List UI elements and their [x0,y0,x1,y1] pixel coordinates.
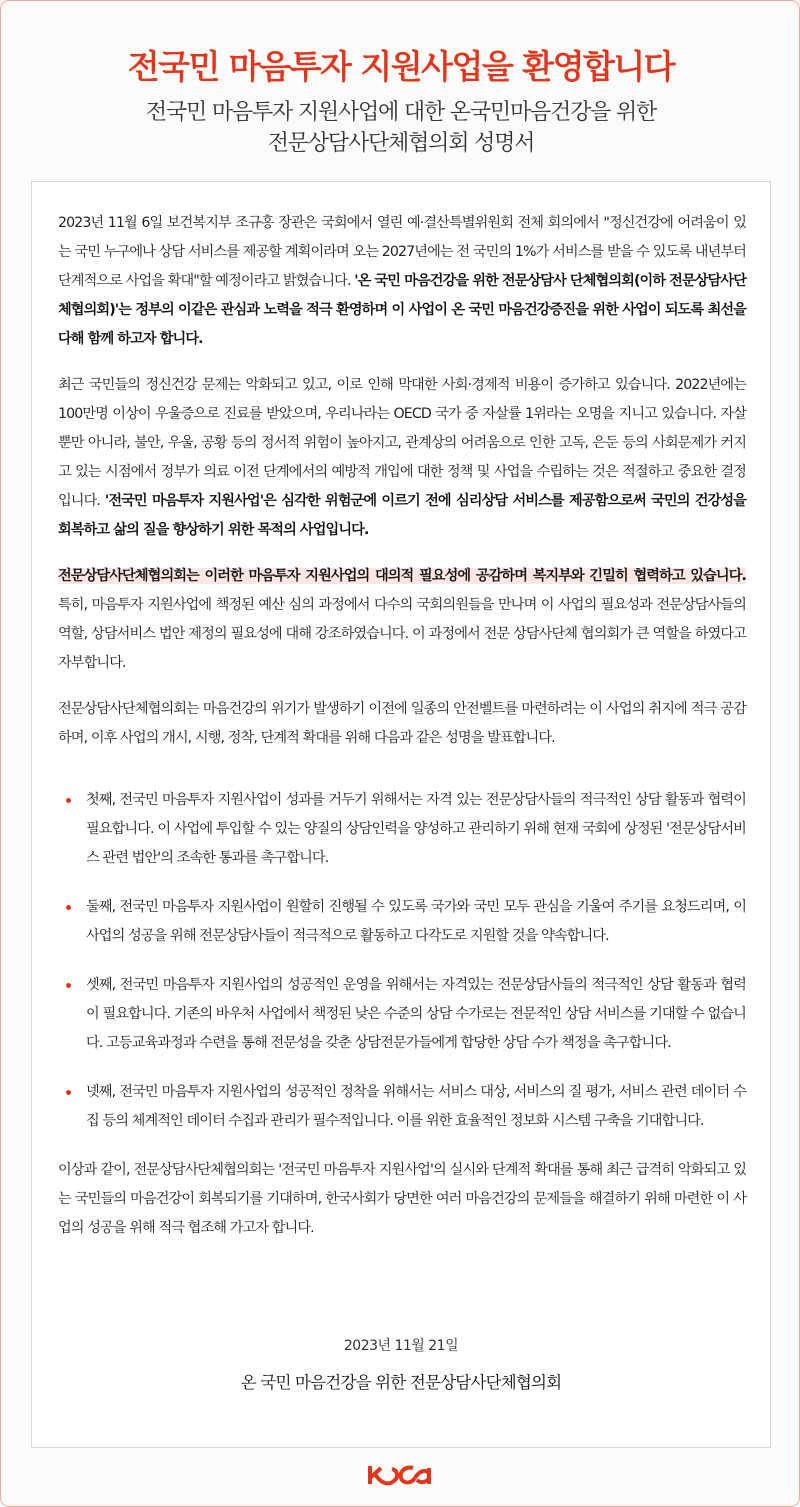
paragraph-1-text: 2023년 11월 6일 보건복지부 조규홍 장관은 국회에서 열린 예·결산특별위원회 전체 회의에서 "정신건강에 어려움이 있는 국민 누구에나 상담 서비스를 제공할 계획이라며 오는 2027년에는 전 국민의 1%가 서비스를 받을 수 있도록 내년부터 단계적으로 사업을 확대"할 예정이라고 밝혔습니다. [58,215,746,289]
bullet-dot-icon [66,983,71,988]
page-title: 전국민 마음투자 지원사업을 환영합니다 [127,47,675,86]
statement-date: 2023년 11월 21일 [343,1338,459,1354]
list-item [86,971,746,1058]
paragraph-3-highlight: 전문상담사단체협의회는 이러한 마음투자 지원사업의 대의적 필요성에 공감하며 복지부와 긴밀히 협력하고 있습니다. [58,568,746,584]
subtitle-line-1: 전국민 마음투자 지원사업에 대한 온국민마음건강을 위한 [145,100,657,125]
list-item-text: 셋째, 전국민 마음투자 지원사업의 성공적인 운영을 위해서는 자격있는 전문상담사들의 적극적인 상담 활동과 협력이 필요합니다. 기존의 바우처 사업에서 책정된 낮은 수준의 상담 수가로는 전문적인 상담 서비스를 기대할 수 없습니다. 고등교육과정과 수련을 통해 전문성을 갖춘 상담전문가들에게 합당한 상담 수가 책정을 촉구합니다. [86,977,746,1051]
organization-name: 온 국민 마음건강을 위한 전문상담사단체협의회 [240,1373,562,1392]
list-item-text: 첫째, 전국민 마음투자 지원사업이 성과를 거두기 위해서는 자격 있는 전문상담사들의 적극적인 상담 활동과 협력이 필요합니다. 이 사업에 투입할 수 있는 양질의 상담인력을 양성하고 관리하기 위해 현재 국회에 상정된 '전문상담서비스 관련 법안'의 조속한 통과를 촉구합니다. [86,792,746,866]
kca-logo-icon [367,1464,433,1486]
page-subtitle [1,97,800,159]
paragraph-3-text: 특히, 마음투자 지원사업에 책정된 예산 심의 과정에서 다수의 국회의원들을 만나며 이 사업의 필요성과 전문상담사들의 역할, 상담서비스 법안 제정의 필요성에 대해 강조하였습니다. 이 과정에서 전문 상담사단체 협의회가 큰 역할을 하였다고 자부합니다. [58,597,746,671]
closing-paragraph: 이상과 같이, 전문상담사단체협의회는 '전국민 마음투자 지원사업'의 실시와 단계적 확대를 통해 최근 급격히 악화되고 있는 국민들의 마음건강이 회복되기를 기대하며, 한국사회가 당면한 여러 마음건강의 문제들을 해결하기 위해 마련한 이 사업의 성공을 위해 적극 협조해 가고자 합니다. [58,1162,746,1236]
paragraph-1 [58,209,746,354]
subtitle-line-2: 전문상담사단체협의회 성명서 [267,131,535,156]
list-item [86,786,746,873]
list-item-text: 넷째, 전국민 마음투자 지원사업의 성공적인 정착을 위해서는 서비스 대상, 서비스의 질 평가, 서비스 관련 데이터 수집 등의 체계적인 데이터 수집과 관리가 필수적입니다. 이를 위한 효율적인 정보화 시스템 구축을 기대합니다. [86,1084,746,1129]
bullet-dot-icon [66,1090,71,1095]
statement-card [31,181,771,1448]
paragraph-2-bold: '전국민 마음투자 지원사업'은 심각한 위험군에 이르기 전에 심리상담 서비스를 제공함으로써 국민의 건강성을 회복하고 삶의 질을 향상하기 위한 목적의 사업입니다. [58,493,746,538]
paragraph-2-text: 최근 국민들의 정신건강 문제는 악화되고 있고, 이로 인해 막대한 사회·경제적 비용이 증가하고 있습니다. 2022년에는 100만명 이상이 우울증으로 진료를 받았으며, 우리나라는 OECD 국가 중 자살률 1위라는 오명을 지니고 있습니다. 자살뿐만 아니라, 불안, 우울, 공황 등의 정서적 위험이 높아지고, 관계상의 어려움으로 인한 고독, 은둔 등의 사회문제가 커지고 있는 시점에서 정부가 의료 이전 단계에서의 예방적 개입에 대한 정책 및 사업을 수립하는 것은 적절하고 중요한 결정입니다. [58,377,746,509]
paragraph-4: 전문상담사단체협의회는 마음건강의 위기가 발생하기 이전에 일종의 안전벨트를 마련하려는 이 사업의 취지에 적극 공감하며, 이후 사업의 개시, 시행, 정착, 단계적 확대를 위해 다음과 같은 성명을 발표합니다. [58,701,746,746]
paragraph-2 [58,371,746,545]
list-item [86,893,746,951]
paragraph-1-bold: '온 국민 마음건강을 위한 전문상담사 단체협의회(이하 전문상담사단체협의회)'는 정부의 이같은 관심과 노력을 적극 환영하며 이 사업이 온 국민 마음건강증진을 위한 사업이 되도록 최선을 다해 함께 하고자 합니다. [58,273,747,347]
list-item-text: 둘째, 전국민 마음투자 지원사업이 원할히 진행될 수 있도록 국가와 국민 모두 관심을 기울여 주기를 요청드리며, 이 사업의 성공을 위해 전문상담사들이 적극적으로 활동하고 다각도로 지원할 것을 약속합니다. [86,899,746,944]
bullet-dot-icon [66,798,71,803]
bullet-dot-icon [66,905,71,910]
statement-list [58,786,746,1136]
statement-body [58,209,746,1260]
paragraph-3 [58,562,746,678]
list-item [86,1078,746,1136]
